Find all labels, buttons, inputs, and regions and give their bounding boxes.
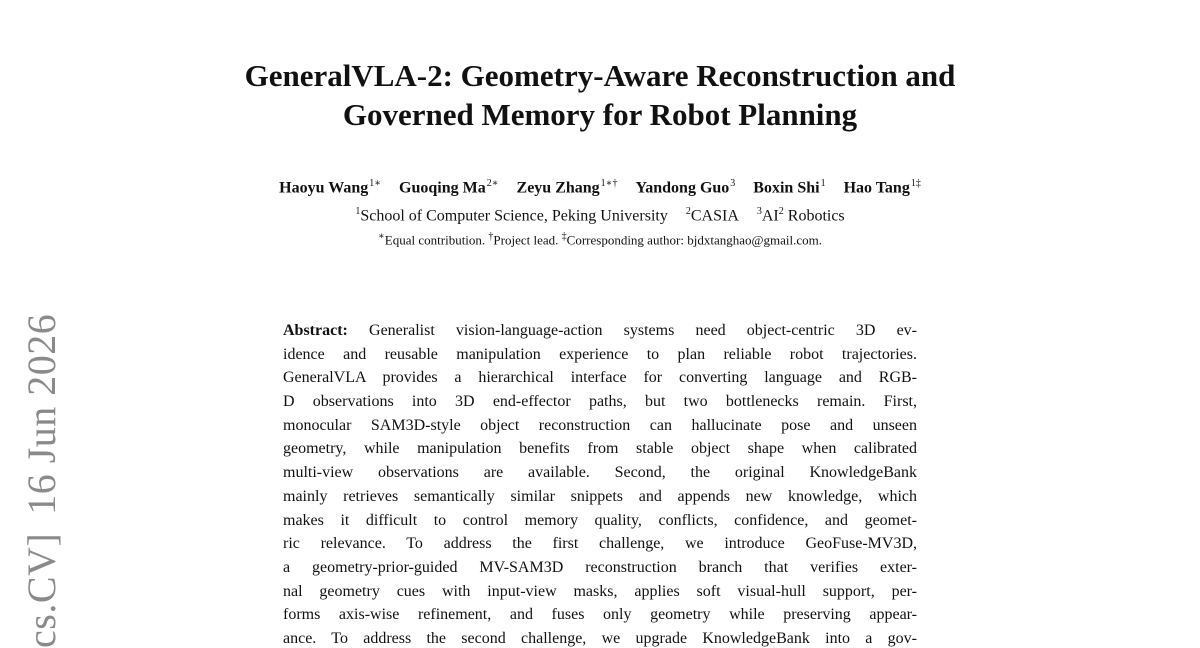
note-text: Project lead. xyxy=(493,232,562,248)
abstract-line: monocular SAM3D-style object reconstruction can hallucinate pose and unseen xyxy=(283,416,917,434)
author-name: Guoqing Ma xyxy=(399,179,486,197)
note-mark: † xyxy=(488,231,494,242)
author-mark: 3 xyxy=(730,178,736,189)
abstract-line: ric relevance. To address the first challenge, we introduce GeoFuse-MV3D, xyxy=(283,535,917,553)
arxiv-side-stamp xyxy=(20,296,64,648)
author-name: Hao Tang xyxy=(843,179,910,197)
abstract-line: ance. To address the second challenge, we upgrade KnowledgeBank into a gov- xyxy=(283,629,917,647)
abstract-line: a geometry-prior-guided MV-SAM3D reconstruction branch that verifies exter- xyxy=(283,558,917,576)
abstract-line: makes it difficult to control memory quality, conflicts, confidence, and geomet- xyxy=(283,511,917,529)
note-mark: ∗ xyxy=(378,231,385,242)
arxiv-date: 16 Jun 2026 xyxy=(19,313,64,515)
note-mark: ‡ xyxy=(561,231,567,242)
author xyxy=(753,173,825,199)
note-text: Equal contribution. xyxy=(384,232,489,248)
abstract-label: Abstract: xyxy=(283,322,348,339)
abstract-line: multi-view observations are available. Second, the original KnowledgeBank xyxy=(283,464,917,482)
affiliation-name: School of Computer Science, Peking University xyxy=(360,207,668,225)
affiliation xyxy=(757,202,845,226)
abstract-line: forms axis-wise refinement, and fuses only geometry while preserving appear- xyxy=(283,606,917,624)
author-name: Haoyu Wang xyxy=(279,179,369,197)
author-name: Zeyu Zhang xyxy=(516,179,600,197)
author xyxy=(399,173,498,199)
author xyxy=(517,173,618,199)
author-name: Boxin Shi xyxy=(753,179,820,197)
abstract-line-text: Generalist vision-language-action systems need object-centric 3D ev- xyxy=(369,322,918,339)
title-line-1: GeneralVLA-2: Geometry-Aware Reconstruction and xyxy=(244,58,956,93)
affiliation-mark: 3 xyxy=(756,206,762,217)
arxiv-category: cs.CV] xyxy=(19,532,64,648)
affiliation-name: CASIA xyxy=(690,207,739,225)
note-text: Corresponding author: bjdxtanghao@gmail.com. xyxy=(566,232,822,248)
author-mark: 1∗† xyxy=(600,178,618,189)
abstract-line: mainly retrieves semantically similar snippets and appends new knowledge, which xyxy=(283,487,917,505)
abstract-line: geometry, while manipulation benefits from stable object shape when calibrated xyxy=(283,440,917,458)
footnote-line xyxy=(150,228,1050,249)
author-list xyxy=(150,173,1050,199)
abstract-line: idence and reusable manipulation experience to plan reliable robot trajectories. xyxy=(283,345,917,363)
author-name: Yandong Guo xyxy=(635,179,730,197)
affiliation-name-rest: Robotics xyxy=(783,207,845,225)
author-mark: 1∗ xyxy=(369,178,382,189)
title-line-2: Governed Memory for Robot Planning xyxy=(342,97,858,132)
affiliation-list xyxy=(150,202,1050,226)
abstract-line: nal geometry cues with input-view masks, applies soft visual-hull support, per- xyxy=(283,582,917,600)
abstract xyxy=(283,319,917,648)
affiliation xyxy=(686,202,739,226)
abstract-line: D observations into 3D end-effector paths, but two bottlenecks remain. First, xyxy=(283,393,917,411)
author xyxy=(844,173,921,199)
affiliation-mark: 2 xyxy=(685,206,691,217)
author xyxy=(279,173,381,199)
author xyxy=(635,173,735,199)
affiliation-name: AI xyxy=(761,207,779,225)
affiliation-mark: 1 xyxy=(355,206,361,217)
paper-title xyxy=(150,56,1050,134)
affiliation-name-sup: 2 xyxy=(778,206,784,217)
author-mark: 2∗ xyxy=(486,178,499,189)
abstract-line xyxy=(283,319,917,343)
author-mark: 1‡ xyxy=(910,178,921,189)
abstract-line: GeneralVLA provides a hierarchical interface for converting language and RGB- xyxy=(283,369,917,387)
affiliation xyxy=(355,202,668,226)
author-mark: 1 xyxy=(820,178,826,189)
